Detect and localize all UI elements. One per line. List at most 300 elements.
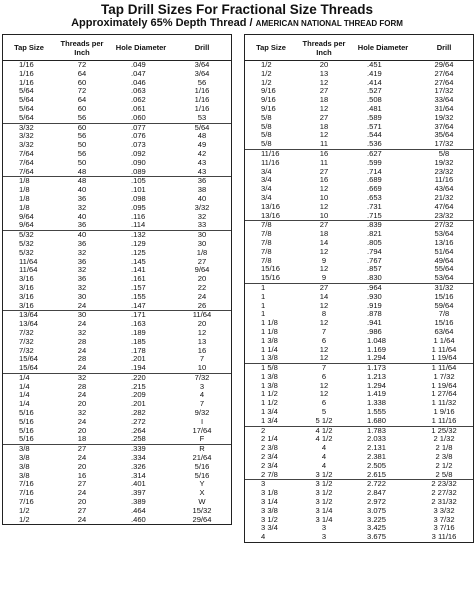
cell-tap-size: 2 <box>261 426 266 435</box>
cell-threads-per-inch: 12 <box>319 247 329 256</box>
cell-drill: 19/32 <box>434 158 454 167</box>
cell-threads-per-inch: 24 <box>77 417 87 426</box>
cell-threads-per-inch: 27 <box>77 506 87 515</box>
cell-hole-diameter: .464 <box>131 506 146 515</box>
cell-hole-diameter: 2.131 <box>367 444 387 453</box>
cell-drill: 27/64 <box>434 69 454 78</box>
cell-hole-diameter: .209 <box>131 391 146 400</box>
cell-threads-per-inch: 14 <box>319 292 329 301</box>
row-group <box>245 480 473 542</box>
row-group <box>245 150 473 221</box>
table-row <box>3 79 231 88</box>
cell-threads-per-inch: 28 <box>77 355 87 364</box>
cell-hole-diameter: .714 <box>367 167 382 176</box>
cell-tap-size: 3 1/2 <box>261 515 278 524</box>
cell-threads-per-inch: 32 <box>77 283 87 292</box>
cell-tap-size: 1/4 <box>19 382 30 391</box>
cell-drill: 22 <box>197 283 207 292</box>
header-hole-diameter: Hole Diameter <box>357 43 409 52</box>
table-row <box>245 408 473 417</box>
cell-drill: 2 5/8 <box>435 470 453 479</box>
table-row <box>3 391 231 400</box>
table-row <box>245 507 473 516</box>
cell-hole-diameter: .141 <box>131 266 146 275</box>
cell-threads-per-inch: 32 <box>77 203 87 212</box>
cell-threads-per-inch: 12 <box>319 345 329 354</box>
cell-tap-size: 3 1/4 <box>261 498 278 507</box>
table-row <box>3 141 231 150</box>
cell-tap-size: 1 <box>261 310 266 319</box>
cell-tap-size: 5/64 <box>19 104 34 113</box>
cell-tap-size: 5/16 <box>19 426 34 435</box>
cell-tap-size: 15/64 <box>19 364 39 373</box>
cell-threads-per-inch: 20 <box>77 426 87 435</box>
cell-tap-size: 7/8 <box>261 221 272 230</box>
cell-tap-size: 11/64 <box>19 266 38 275</box>
cell-threads-per-inch: 32 <box>77 373 87 382</box>
cell-tap-size: 11/64 <box>19 257 38 266</box>
left-table <box>2 34 232 525</box>
cell-tap-size: 5/16 <box>19 417 34 426</box>
cell-tap-size: 2 3/4 <box>261 453 278 462</box>
table-row <box>3 105 231 114</box>
cell-drill: 3 7/32 <box>433 515 455 524</box>
cell-drill: 27 <box>197 257 207 266</box>
cell-hole-diameter: .508 <box>367 96 382 105</box>
table-row <box>245 212 473 221</box>
cell-threads-per-inch: 12 <box>319 185 329 194</box>
cell-tap-size: 1 3/8 <box>261 372 278 381</box>
cell-hole-diameter: 1.783 <box>367 426 387 435</box>
cell-hole-diameter: .201 <box>131 355 146 364</box>
cell-hole-diameter: .258 <box>131 435 146 444</box>
cell-tap-size: 5/8 <box>261 122 272 131</box>
cell-threads-per-inch: 9 <box>321 256 327 265</box>
cell-tap-size: 1/8 <box>19 177 30 186</box>
cell-tap-size: 7/32 <box>19 337 34 346</box>
cell-tap-size: 3 <box>261 480 266 489</box>
cell-hole-diameter: 1.419 <box>367 390 387 399</box>
table-row <box>3 480 231 489</box>
table-row <box>3 87 231 96</box>
cell-hole-diameter: 1.555 <box>367 408 387 417</box>
cell-drill: 17/64 <box>192 426 212 435</box>
cell-threads-per-inch: 27 <box>77 445 87 454</box>
cell-hole-diameter: .941 <box>367 319 382 328</box>
table-row <box>245 185 473 194</box>
cell-hole-diameter: .161 <box>131 275 146 284</box>
cell-hole-diameter: .669 <box>367 185 382 194</box>
cell-threads-per-inch: 3 1/2 <box>315 470 333 479</box>
cell-threads-per-inch: 27 <box>319 283 329 292</box>
cell-hole-diameter: .073 <box>131 141 146 150</box>
table-row <box>245 399 473 408</box>
cell-hole-diameter: .060 <box>131 113 146 122</box>
table-row <box>245 194 473 203</box>
cell-hole-diameter: .451 <box>367 61 382 69</box>
cell-tap-size: 9/16 <box>261 87 276 96</box>
cell-threads-per-inch: 30 <box>77 292 87 301</box>
cell-tap-size: 3/16 <box>19 283 34 292</box>
cell-threads-per-inch: 28 <box>77 337 87 346</box>
cell-drill: 15/32 <box>192 506 212 515</box>
cell-drill: 36 <box>197 177 207 186</box>
cell-drill: 43 <box>197 167 207 176</box>
cell-hole-diameter: .839 <box>367 221 382 230</box>
cell-hole-diameter: .830 <box>367 274 382 283</box>
cell-drill: 29/64 <box>192 515 212 524</box>
cell-threads-per-inch: 40 <box>77 212 87 221</box>
table-row <box>3 240 231 249</box>
table-row <box>245 453 473 462</box>
cell-hole-diameter: 2.972 <box>367 498 387 507</box>
cell-tap-size: 3/8 <box>19 445 30 454</box>
cell-hole-diameter: .264 <box>131 426 146 435</box>
table-row <box>3 302 231 311</box>
cell-drill: 51/64 <box>434 247 454 256</box>
table-row <box>245 131 473 140</box>
cell-drill: 27/64 <box>434 78 454 87</box>
table-row <box>245 364 473 373</box>
cell-threads-per-inch: 3 1/2 <box>315 498 333 507</box>
table-row <box>245 274 473 283</box>
cell-hole-diameter: .157 <box>131 283 146 292</box>
cell-tap-size: 7/8 <box>261 238 272 247</box>
cell-drill: 42 <box>197 149 207 158</box>
cell-hole-diameter: .061 <box>131 104 146 113</box>
cell-tap-size: 1/8 <box>19 203 30 212</box>
cell-drill: 2 31/32 <box>431 498 457 507</box>
cell-tap-size: 1 3/8 <box>261 381 278 390</box>
table-row <box>3 454 231 463</box>
cell-drill: 13 <box>197 337 207 346</box>
cell-drill: 1 25/32 <box>431 426 457 435</box>
cell-tap-size: 15/16 <box>261 265 281 274</box>
table-row <box>245 390 473 399</box>
table-row <box>245 105 473 114</box>
cell-tap-size: 2 3/4 <box>261 461 278 470</box>
cell-tap-size: 5/8 <box>261 131 272 140</box>
cell-threads-per-inch: 27 <box>77 480 87 489</box>
table-row <box>245 230 473 239</box>
cell-hole-diameter: 1.173 <box>367 364 387 373</box>
cell-threads-per-inch: 18 <box>77 435 87 444</box>
cell-tap-size: 5/16 <box>19 435 34 444</box>
cell-hole-diameter: .114 <box>131 221 146 230</box>
cell-tap-size: 5/16 <box>19 409 34 418</box>
cell-hole-diameter: .076 <box>131 132 146 141</box>
cell-hole-diameter: .397 <box>131 489 146 498</box>
cell-tap-size: 1 1/2 <box>261 399 278 408</box>
cell-threads-per-inch: 12 <box>319 390 329 399</box>
table-row <box>245 533 473 542</box>
cell-threads-per-inch: 12 <box>319 78 329 87</box>
cell-tap-size: 2 3/8 <box>261 444 278 453</box>
cell-threads-per-inch: 18 <box>319 230 329 239</box>
cell-hole-diameter: .794 <box>367 247 382 256</box>
cell-hole-diameter: .571 <box>367 122 382 131</box>
cell-threads-per-inch: 10 <box>319 211 329 220</box>
table-row <box>245 498 473 507</box>
table-row <box>245 417 473 426</box>
table-row <box>3 383 231 392</box>
cell-tap-size: 7/32 <box>19 346 34 355</box>
cell-hole-diameter: .047 <box>131 69 146 78</box>
header-threads-per-inch: Threads per Inch <box>302 38 346 57</box>
cell-drill: 9/32 <box>194 409 210 418</box>
row-group <box>3 61 231 124</box>
cell-tap-size: 3/16 <box>19 275 34 284</box>
cell-hole-diameter: 2.505 <box>367 461 387 470</box>
cell-drill: 56 <box>197 78 207 87</box>
cell-drill: 5/16 <box>194 471 210 480</box>
cell-drill: Y <box>199 480 205 489</box>
cell-hole-diameter: 1.213 <box>367 372 387 381</box>
cell-hole-diameter: .092 <box>131 149 146 158</box>
cell-hole-diameter: .090 <box>131 158 146 167</box>
table-row <box>245 114 473 123</box>
table-row <box>3 275 231 284</box>
cell-drill: 3/32 <box>194 203 210 212</box>
table-row <box>245 284 473 293</box>
cell-drill: 2 1/8 <box>435 444 453 453</box>
row-group <box>245 364 473 427</box>
table-row <box>245 265 473 274</box>
cell-drill: I <box>200 417 204 426</box>
table-row <box>3 124 231 133</box>
cell-hole-diameter: .063 <box>131 87 146 96</box>
cell-tap-size: 5/8 <box>261 140 272 149</box>
cell-hole-diameter: .964 <box>367 283 382 292</box>
table-row <box>3 409 231 418</box>
row-group <box>245 284 473 364</box>
cell-drill: 1 7/32 <box>433 372 455 381</box>
cell-threads-per-inch: 27 <box>319 87 329 96</box>
cell-drill: 2 23/32 <box>431 480 457 489</box>
cell-tap-size: 1 3/8 <box>261 336 278 345</box>
table-row <box>3 418 231 427</box>
cell-tap-size: 5/32 <box>19 248 34 257</box>
cell-drill: 2 1/2 <box>435 461 453 470</box>
row-group <box>3 177 231 231</box>
cell-hole-diameter: .095 <box>131 203 146 212</box>
table-row <box>245 524 473 533</box>
cell-hole-diameter: 1.048 <box>367 336 387 345</box>
cell-tap-size: 1/2 <box>261 69 272 78</box>
cell-hole-diameter: .101 <box>131 186 146 195</box>
cell-drill: 29/64 <box>434 61 454 69</box>
cell-drill: 1 11/32 <box>431 399 457 408</box>
table-row <box>3 329 231 338</box>
table-header <box>3 35 231 61</box>
cell-hole-diameter: 2.615 <box>367 470 387 479</box>
table-row <box>245 373 473 382</box>
cell-hole-diameter: 2.722 <box>367 480 387 489</box>
cell-drill: 24 <box>197 292 207 301</box>
page-title: Tap Drill Sizes For Fractional Size Threads <box>100 2 374 17</box>
cell-drill: 3/64 <box>194 61 210 69</box>
table-row <box>3 195 231 204</box>
table-row <box>3 96 231 105</box>
cell-tap-size: 2 7/8 <box>261 470 278 479</box>
cell-drill: 55/64 <box>434 265 454 274</box>
table-row <box>3 347 231 356</box>
cell-drill: 12 <box>197 328 207 337</box>
cell-tap-size: 1/2 <box>19 506 30 515</box>
cell-threads-per-inch: 8 <box>321 310 327 319</box>
table-row <box>3 70 231 79</box>
cell-threads-per-inch: 40 <box>77 186 87 195</box>
cell-tap-size: 7/64 <box>19 149 34 158</box>
cell-hole-diameter: .857 <box>367 265 382 274</box>
subtitle-thread-form: AMERICAN NATIONAL THREAD FORM <box>255 19 403 28</box>
cell-threads-per-inch: 50 <box>77 158 87 167</box>
cell-threads-per-inch: 9 <box>321 274 327 283</box>
cell-hole-diameter: .282 <box>131 409 146 418</box>
cell-tap-size: 7/16 <box>19 489 34 498</box>
cell-drill: 33/64 <box>434 96 454 105</box>
cell-tap-size: 7/16 <box>19 480 34 489</box>
cell-tap-size: 3/8 <box>19 471 30 480</box>
cell-threads-per-inch: 36 <box>77 194 87 203</box>
cell-hole-diameter: .878 <box>367 310 382 319</box>
cell-hole-diameter: 1.169 <box>367 345 387 354</box>
cell-tap-size: 4 <box>261 533 266 542</box>
cell-threads-per-inch: 60 <box>77 104 87 113</box>
cell-tap-size: 3/4 <box>261 176 272 185</box>
cell-hole-diameter: .046 <box>131 78 146 87</box>
cell-hole-diameter: .098 <box>131 194 146 203</box>
table-row <box>245 480 473 489</box>
cell-hole-diameter: .805 <box>367 238 382 247</box>
cell-drill: 53/64 <box>434 230 454 239</box>
cell-drill: 7 <box>199 355 205 364</box>
cell-drill: 1/16 <box>194 104 210 113</box>
cell-hole-diameter: .821 <box>367 230 382 239</box>
cell-tap-size: 7/32 <box>19 328 34 337</box>
cell-hole-diameter: .414 <box>367 78 382 87</box>
cell-threads-per-inch: 27 <box>319 221 329 230</box>
cell-drill: 1/16 <box>194 87 210 96</box>
cell-threads-per-inch: 3 1/2 <box>315 489 333 498</box>
cell-threads-per-inch: 5 1/2 <box>315 416 333 425</box>
cell-threads-per-inch: 5 <box>321 408 327 417</box>
table-header <box>245 35 473 61</box>
table-row <box>245 248 473 257</box>
cell-tap-size: 5/32 <box>19 239 34 248</box>
cell-hole-diameter: .215 <box>131 382 146 391</box>
table-row <box>245 337 473 346</box>
cell-tap-size: 1 1/8 <box>261 327 278 336</box>
cell-drill: F <box>199 435 205 444</box>
cell-tap-size: 1/4 <box>19 391 30 400</box>
cell-tap-size: 3/32 <box>19 132 34 141</box>
cell-drill: 49 <box>197 141 207 150</box>
cell-hole-diameter: .481 <box>367 104 382 113</box>
cell-tap-size: 1/4 <box>19 373 30 382</box>
cell-threads-per-inch: 3 1/2 <box>315 480 333 489</box>
cell-drill: 3 <box>199 382 205 391</box>
table-row <box>3 186 231 195</box>
cell-threads-per-inch: 27 <box>319 167 329 176</box>
row-group <box>3 374 231 445</box>
cell-tap-size: 3/32 <box>19 123 34 132</box>
cell-drill: 43/64 <box>434 185 454 194</box>
cell-drill: 1 11/16 <box>431 416 457 425</box>
cell-threads-per-inch: 32 <box>77 266 87 275</box>
cell-threads-per-inch: 50 <box>77 141 87 150</box>
cell-tap-size: 3 1/8 <box>261 489 278 498</box>
cell-threads-per-inch: 12 <box>319 265 329 274</box>
cell-tap-size: 11/16 <box>261 158 280 167</box>
cell-tap-size: 7/64 <box>19 167 34 176</box>
cell-threads-per-inch: 36 <box>77 221 87 230</box>
cell-hole-diameter: .334 <box>131 454 146 463</box>
cell-hole-diameter: .163 <box>131 320 146 329</box>
cell-hole-diameter: 1.680 <box>367 416 387 425</box>
table-row <box>3 463 231 472</box>
cell-threads-per-inch: 11 <box>320 158 328 167</box>
cell-tap-size: 7/8 <box>261 247 272 256</box>
cell-hole-diameter: .527 <box>367 87 382 96</box>
cell-hole-diameter: .731 <box>367 202 382 211</box>
cell-tap-size: 1 <box>261 301 266 310</box>
cell-threads-per-inch: 48 <box>77 177 87 186</box>
table-row <box>3 204 231 213</box>
table-row <box>3 284 231 293</box>
table-row <box>245 319 473 328</box>
cell-tap-size: 5/64 <box>19 87 34 96</box>
cell-tap-size: 1 <box>261 292 266 301</box>
table-row <box>245 462 473 471</box>
cell-threads-per-inch: 12 <box>319 319 329 328</box>
cell-drill: 53 <box>197 113 207 122</box>
cell-tap-size: 1/8 <box>19 186 30 195</box>
cell-drill: 23/32 <box>434 211 454 220</box>
table-row <box>3 168 231 177</box>
table-row <box>245 444 473 453</box>
cell-threads-per-inch: 20 <box>77 400 87 409</box>
cell-drill: 48 <box>197 132 207 141</box>
cell-hole-diameter: .062 <box>131 96 146 105</box>
table-row <box>3 400 231 409</box>
cell-drill: 15/16 <box>434 319 454 328</box>
cell-drill: 49/64 <box>434 256 454 265</box>
cell-drill: 7/8 <box>438 310 450 319</box>
row-group <box>3 124 231 178</box>
cell-threads-per-inch: 11 <box>320 140 328 149</box>
cell-threads-per-inch: 30 <box>77 311 87 320</box>
cell-threads-per-inch: 18 <box>319 122 329 131</box>
cell-threads-per-inch: 24 <box>77 364 87 373</box>
cell-hole-diameter: 2.847 <box>367 489 387 498</box>
table-row <box>245 346 473 355</box>
cell-tap-size: 7/16 <box>19 498 34 507</box>
table-row <box>3 374 231 383</box>
cell-tap-size: 3 3/4 <box>261 524 278 533</box>
table-row <box>3 132 231 141</box>
cell-threads-per-inch: 24 <box>77 346 87 355</box>
cell-threads-per-inch: 10 <box>319 193 329 202</box>
cell-drill: 15/16 <box>434 292 454 301</box>
cell-threads-per-inch: 12 <box>319 381 329 390</box>
cell-hole-diameter: .767 <box>367 256 382 265</box>
cell-drill: 11/16 <box>434 176 454 185</box>
table-row <box>245 70 473 79</box>
table-row <box>3 516 231 525</box>
cell-threads-per-inch: 20 <box>319 61 329 69</box>
table-row <box>245 61 473 70</box>
